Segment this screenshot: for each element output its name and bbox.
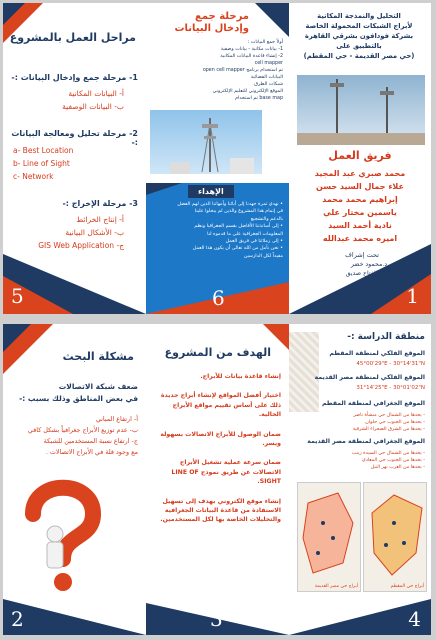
tower-icon xyxy=(297,75,425,145)
dedication-line: • نهدي ثمرة جهدنا إلى أبائنا وأمهاتنا الذين لهم الفضل xyxy=(177,202,283,207)
boundary-list xyxy=(313,450,425,471)
goals-list xyxy=(157,372,281,525)
title-line: التحليل والنمذجة المكانية xyxy=(317,12,401,20)
bullet-item: أولاً جمع البيانات : xyxy=(247,40,283,45)
corner-decoration xyxy=(146,183,182,195)
list-item: أ- ارتفاع المباني xyxy=(95,415,138,423)
team-member: علاء جمال السيد حسن xyxy=(316,182,404,191)
dedication-line: • إلى أساتذتنا الأفاضل بقسم الجغرافيا ونظم xyxy=(194,224,283,230)
panel-title: مشكلة البحث xyxy=(62,350,134,363)
coordinates: 31°14'25"E - 30°01'02"N xyxy=(356,385,425,391)
dedication-title: الإهداء xyxy=(188,185,234,198)
dedication-line: المعلومات الجغرافية على ما قدموه لنا xyxy=(207,231,283,237)
dedication-box xyxy=(146,183,289,314)
team-member: اميره محمد عبدالله xyxy=(322,234,398,243)
bullet-item: البيانات الفضائية xyxy=(250,75,283,80)
team-list xyxy=(297,167,423,245)
goal-item: ضمان الوصول للأبراج الاتصالات بسهولة ويسر. xyxy=(160,430,281,448)
list-item: أ- البيانات المكانية xyxy=(68,89,124,98)
list-item: مع وجود قلة في الأبراج الاتصالات . xyxy=(45,448,138,456)
panel-title: مراحل العمل بالمشروع xyxy=(9,31,136,44)
coordinates: 45°00'29"E - 30°14'31"N xyxy=(356,361,425,367)
corner-decoration xyxy=(371,274,431,314)
page-number: 4 xyxy=(408,607,421,631)
tower-photo xyxy=(150,110,262,174)
dedication-line: • إلى زملائنا في فريق العمل xyxy=(225,239,283,245)
location-label: الموقع الفلكي لمنطقة مصر القديمة xyxy=(314,374,425,381)
list-item: أ- إنتاج الخرائط xyxy=(76,215,124,224)
page-number: 3 xyxy=(210,607,223,631)
dedication-line: • نحن نأمل من الله تعالى أن يكون هذا العمل xyxy=(192,246,283,252)
bullet-item: شبكات الطرق xyxy=(254,82,283,87)
map-mokattam xyxy=(363,482,427,592)
title-line: (حي مصر القديمة - حي المقطم) xyxy=(303,52,415,60)
towers-photo xyxy=(297,75,425,145)
boundary-item: - يحدها من الجنوب حي حلوان xyxy=(365,420,425,425)
dedication-text xyxy=(155,201,283,260)
map-graphic xyxy=(289,332,319,412)
lead-text: ضعف شبكة الاتصالات xyxy=(58,382,138,391)
map-caption: أبراج حي مصر القديمة xyxy=(314,584,358,589)
team-member: نادية أحمد السيد xyxy=(328,221,392,230)
tower-icon xyxy=(150,110,262,174)
corner-decoration xyxy=(3,599,146,635)
dedication-line: مفيداً لكل الدارسين xyxy=(243,253,283,259)
bullet-item: 1- بيانات مكانية - بيانات وصفية xyxy=(220,47,283,52)
page-number: 1 xyxy=(406,284,419,308)
map-caption: أبراج حي المقطم xyxy=(390,584,424,589)
corner-decoration xyxy=(3,324,31,352)
boundary-item: - يحدها من الشمال حي السيدة زينب xyxy=(351,451,425,456)
panel-4 xyxy=(289,324,431,635)
panel-2 xyxy=(3,324,146,635)
page-number: 5 xyxy=(11,284,24,308)
team-member: إبراهيم محمد محمد xyxy=(322,195,398,204)
panel-3 xyxy=(146,324,289,635)
list-item: ب- البيانات الوصفية xyxy=(62,102,124,111)
list-item: ج- GIS Web Application xyxy=(38,241,124,250)
boundary-item: - يحدها من الجنوب حي المعادي xyxy=(361,458,425,463)
bullet-item: base map تم استخدام xyxy=(235,96,283,101)
panel-6 xyxy=(146,3,289,314)
location-label: الموقع الجغرافي لمنطقة المقطم xyxy=(321,400,425,407)
dedication-line: في إتمام هذا المشروع والذين لم يبخلوا علينا xyxy=(194,209,283,215)
bullet-item: الموقع الإلكتروني للتعليم الإلكتروني xyxy=(212,89,283,94)
cover-title xyxy=(293,11,425,61)
brochure-inner-side xyxy=(3,324,431,635)
goal-item: ضمان سرعة عملية تشغيل الأبراج الاتصالات عن طريق نموذج LINE OF SIGHT. xyxy=(171,459,281,486)
brochure-outer-side xyxy=(3,3,431,314)
problem-list xyxy=(10,414,138,458)
boundary-item: - يحدها من الشمال حي منشأة ناصر xyxy=(353,413,425,418)
supervisor-name: د.محمود خضر xyxy=(350,261,387,268)
list-item: a- Best Location xyxy=(13,146,74,155)
section-heading: 2- مرحلة تحليل ومعالجة البيانات :- xyxy=(11,129,138,147)
list-item: c- Network xyxy=(13,172,54,181)
supervisor-name: د.عبدالفتاح صديق xyxy=(345,270,391,277)
bullet-list xyxy=(183,39,283,102)
list-item: ب- عدم توزيع الأبراج جغرافياً بشكل كافي xyxy=(27,426,138,434)
supervision-label: تحت إشراف xyxy=(345,251,379,259)
team-member: ياسمين مختار علي xyxy=(323,208,397,217)
title-line: بشركة فودافون بشرقي القاهرة xyxy=(304,32,414,40)
bullet-item: تم استخدام برنامج open cell mapper xyxy=(202,68,283,73)
page-number: 2 xyxy=(11,607,24,631)
panel-title: الهدف من المشروع xyxy=(164,346,271,359)
panel-1 xyxy=(289,3,431,314)
team-title: فريق العمل xyxy=(328,149,392,162)
section-heading: 3- مرحلة الإخراج :- xyxy=(62,199,138,208)
goal-item: اختيار أفضل المواقع لإنشاء أبراج جديدة ذلك على أساس تقييم مواقع الأبراج الحالية. xyxy=(160,392,281,419)
panel-5 xyxy=(3,3,146,314)
panel-title: وإدخال البيانات xyxy=(174,23,249,34)
panel-title: منطقة الدراسة :- xyxy=(347,332,425,342)
boundary-item: - يحدها من الشرق الصحراء الشرقية xyxy=(352,427,425,432)
bullet-item: cell mapper xyxy=(254,61,283,66)
goal-item: إنشاء موقع الكتروني بهدف إلى تسهيل الاستفادة من قاعدة البيانات الجغرافية والتحليلات الخاصة بها لكل المستخدمين. xyxy=(160,497,281,524)
location-label: الموقع الجغرافي لمنطقة مصر القديمة xyxy=(307,438,425,445)
list-item: ج- ارتفاع نسبة المستخدمين للشبكة xyxy=(43,437,138,445)
list-item: b- Line of Sight xyxy=(13,159,70,168)
location-label: الموقع الفلكي لمنطقة المقطم xyxy=(329,350,425,357)
panel-title: مرحلة جمع xyxy=(195,11,249,22)
district-map-icon xyxy=(364,483,428,583)
dedication-line: بالدعم والتشجيع xyxy=(250,216,283,222)
boundary-item: - يحدها من الغرب نهر النيل xyxy=(370,465,425,470)
section-heading: 1- مرحلة جمع وإدخال البيانات :- xyxy=(11,73,138,82)
boundary-list xyxy=(313,412,425,433)
title-line: بالتطبيق على xyxy=(336,42,382,50)
corner-decoration xyxy=(255,3,289,37)
corner-decoration xyxy=(3,3,25,25)
goal-item: إنشاء قاعدة بيانات للأبراج. xyxy=(200,373,281,380)
list-item: ب- الأشكال البيانية xyxy=(65,228,124,237)
district-map-icon xyxy=(298,483,362,583)
page-number: 6 xyxy=(212,286,225,310)
map-old-cairo xyxy=(297,482,361,592)
question-mark-illustration xyxy=(13,474,103,594)
lead-text: في بعض المناطق وذلك بسبب :- xyxy=(19,394,138,403)
bullet-item: 2- إنشاء قاعدة البيانات المكانية xyxy=(220,54,283,59)
team-member: محمد صبري عبد المجيد xyxy=(314,169,406,178)
title-line: لأبراج الشبكات المحمولة الخاصة xyxy=(305,22,413,30)
